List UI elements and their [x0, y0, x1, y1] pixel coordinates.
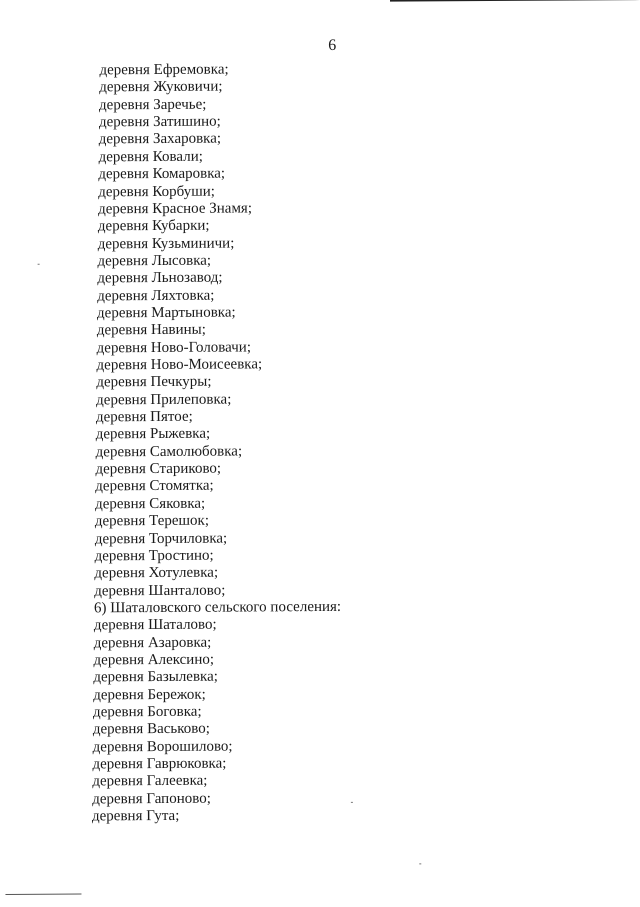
scan-speck: [351, 802, 353, 803]
settlement-item: деревня Захаровка;: [98, 130, 222, 148]
settlement-item: деревня Терешок;: [94, 512, 210, 530]
settlement-item: деревня Рыжевка;: [95, 426, 211, 443]
settlement-item: деревня Ефремовка;: [99, 61, 229, 79]
settlement-item: деревня Кузьминичи;: [97, 235, 235, 252]
settlement-item: деревня Стомятка;: [95, 478, 214, 495]
settlement-item: деревня Мартыновка;: [96, 304, 236, 322]
settlement-item: деревня Ляхтовка;: [97, 287, 215, 304]
settlement-item: деревня Азаровка;: [93, 634, 212, 651]
settlement-item: деревня Печкуры;: [96, 373, 212, 391]
settlement-item: деревня Гаврюковка;: [92, 755, 227, 773]
settlement-item: деревня Ворошилово;: [92, 738, 233, 756]
settlement-item: деревня Бережок;: [93, 686, 206, 703]
settlement-item: деревня Боговка;: [92, 703, 202, 721]
settlement-item: деревня Хотулевка;: [94, 564, 219, 582]
settlement-item: деревня Шанталово;: [94, 582, 226, 599]
settlement-item: деревня Пятое;: [95, 408, 193, 426]
scan-speck: [419, 863, 421, 864]
settlement-item: деревня Заречье;: [98, 96, 207, 114]
settlement-item: деревня Сяковка;: [95, 495, 206, 513]
settlement-item: деревня Галеевка;: [92, 773, 208, 790]
settlement-item: деревня Прилеповка;: [96, 391, 232, 409]
settlement-item: деревня Жуковичи;: [99, 78, 223, 96]
settlement-item: деревня Шаталово;: [93, 616, 217, 634]
settlement-item: деревня Комаровка;: [98, 165, 226, 183]
settlement-item: деревня Васьково;: [92, 720, 210, 738]
settlement-item: деревня Ковали;: [98, 148, 203, 166]
settlement-item: деревня Стариково;: [95, 460, 222, 478]
settlement-item: деревня Лысовка;: [97, 252, 212, 270]
section-heading: 6) Шаталовского сельского поселения:: [93, 598, 342, 617]
settlement-item: деревня Самолюбовка;: [95, 443, 243, 461]
scan-speck: [38, 264, 40, 265]
settlement-item: деревня Тростино;: [94, 547, 214, 565]
settlement-item: деревня Торчиловка;: [94, 530, 228, 547]
page-number: 6: [328, 36, 337, 54]
settlement-item: деревня Базылевка;: [93, 668, 218, 686]
settlement-item: деревня Корбуши;: [98, 183, 215, 200]
settlement-item: деревня Льнозавод;: [97, 269, 223, 287]
settlement-item: деревня Красное Знамя;: [98, 200, 253, 218]
settlement-item: деревня Ново-Моисеевка;: [96, 356, 263, 374]
settlement-item: деревня Гапоново;: [92, 790, 211, 808]
settlement-item: деревня Алексино;: [93, 651, 215, 669]
settlement-item: деревня Навины;: [96, 322, 206, 339]
settlement-item: деревня Гута;: [91, 807, 180, 825]
settlement-item: деревня Кубарки;: [97, 217, 210, 235]
settlement-item: деревня Ново-Головачи;: [96, 339, 252, 356]
settlement-item: деревня Затишино;: [98, 113, 221, 131]
